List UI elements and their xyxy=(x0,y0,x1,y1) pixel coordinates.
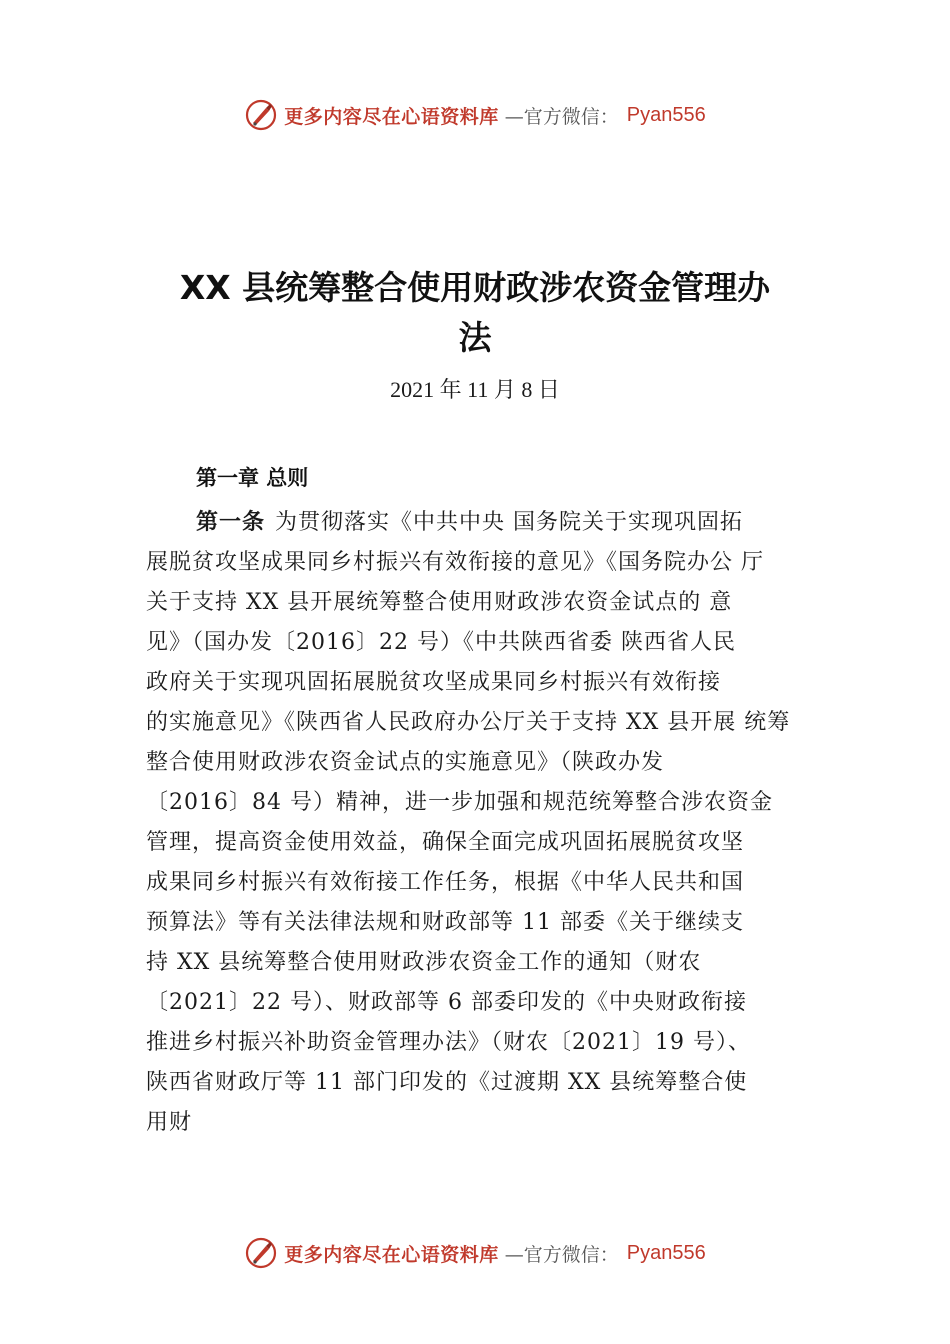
paragraph-line: 整合使用财政涉农资金试点的实施意见》（陕政办发 xyxy=(146,750,665,775)
title-line-2: 法 xyxy=(458,318,492,357)
paragraph-line: 用财 xyxy=(146,1110,193,1135)
paragraph-line: 陕西省财政厅等 11 部门印发的《过渡期 XX 县统筹整合使 xyxy=(146,1070,748,1095)
paragraph-line-text: 为贯彻落实《中共中央 国务院关于实现巩固拓 xyxy=(275,510,744,535)
paragraph-line: 关于支持 XX 县开展统筹整合使用财政涉农资金试点的 意 xyxy=(146,590,733,615)
paragraph-line: 管理，提高资金使用效益，确保全面完成巩固拓展脱贫攻坚 xyxy=(146,830,745,855)
paragraph-line: 成果同乡村振兴有效衔接工作任务，根据《中华人民共和国 xyxy=(146,870,745,895)
banner-wechat-id: Pyan556 xyxy=(626,103,706,126)
banner-wechat-id: Pyan556 xyxy=(626,1241,706,1264)
article-number: 第一条 xyxy=(196,510,266,535)
banner-wechat-label: —官方微信： xyxy=(504,105,619,128)
paragraph-line: 的实施意见》《陕西省人民政府办公厅关于支持 XX 县开展 统筹 xyxy=(146,710,791,735)
banner-slogan: 更多内容尽在心语资料库 xyxy=(284,1243,499,1266)
footer-banner xyxy=(0,1233,950,1273)
paragraph-line: 推进乡村振兴补助资金管理办法》（财农〔2021〕19 号）、 xyxy=(146,1030,751,1055)
header-banner xyxy=(0,95,950,135)
paragraph-line: 见》（国办发〔2016〕22 号）《中共陕西省委 陕西省人民 xyxy=(146,630,736,655)
document-date: 2021 年 11 月 8 日 xyxy=(390,377,560,402)
banner-wechat-label: —官方微信： xyxy=(504,1243,619,1266)
paragraph-line: 〔2016〕84 号）精神，进一步加强和规范统筹整合涉农资金 xyxy=(146,790,773,815)
paragraph-line: 展脱贫攻坚成果同乡村振兴有效衔接的意见》《国务院办公 厅 xyxy=(146,550,764,575)
paragraph-line: 持 XX 县统筹整合使用财政涉农资金工作的通知（财农 xyxy=(146,950,702,975)
chapter-heading: 第一章 总则 xyxy=(196,466,309,490)
paragraph-line: 预算法》等有关法律法规和财政部等 11 部委《关于继续支 xyxy=(146,910,744,935)
pen-logo-icon xyxy=(244,98,278,132)
paragraph-line xyxy=(146,503,806,543)
paragraph-line: 〔2021〕22 号）、财政部等 6 部委印发的《中央财政衔接 xyxy=(146,990,747,1015)
paragraph-line: 政府关于实现巩固拓展脱贫攻坚成果同乡村振兴有效衔接 xyxy=(146,670,722,695)
article-paragraph xyxy=(146,503,806,1143)
banner-slogan: 更多内容尽在心语资料库 xyxy=(284,105,499,128)
pen-logo-icon xyxy=(244,1236,278,1270)
title-line-1: XX 县统筹整合使用财政涉农资金管理办 xyxy=(179,268,771,307)
document-title xyxy=(145,263,805,363)
